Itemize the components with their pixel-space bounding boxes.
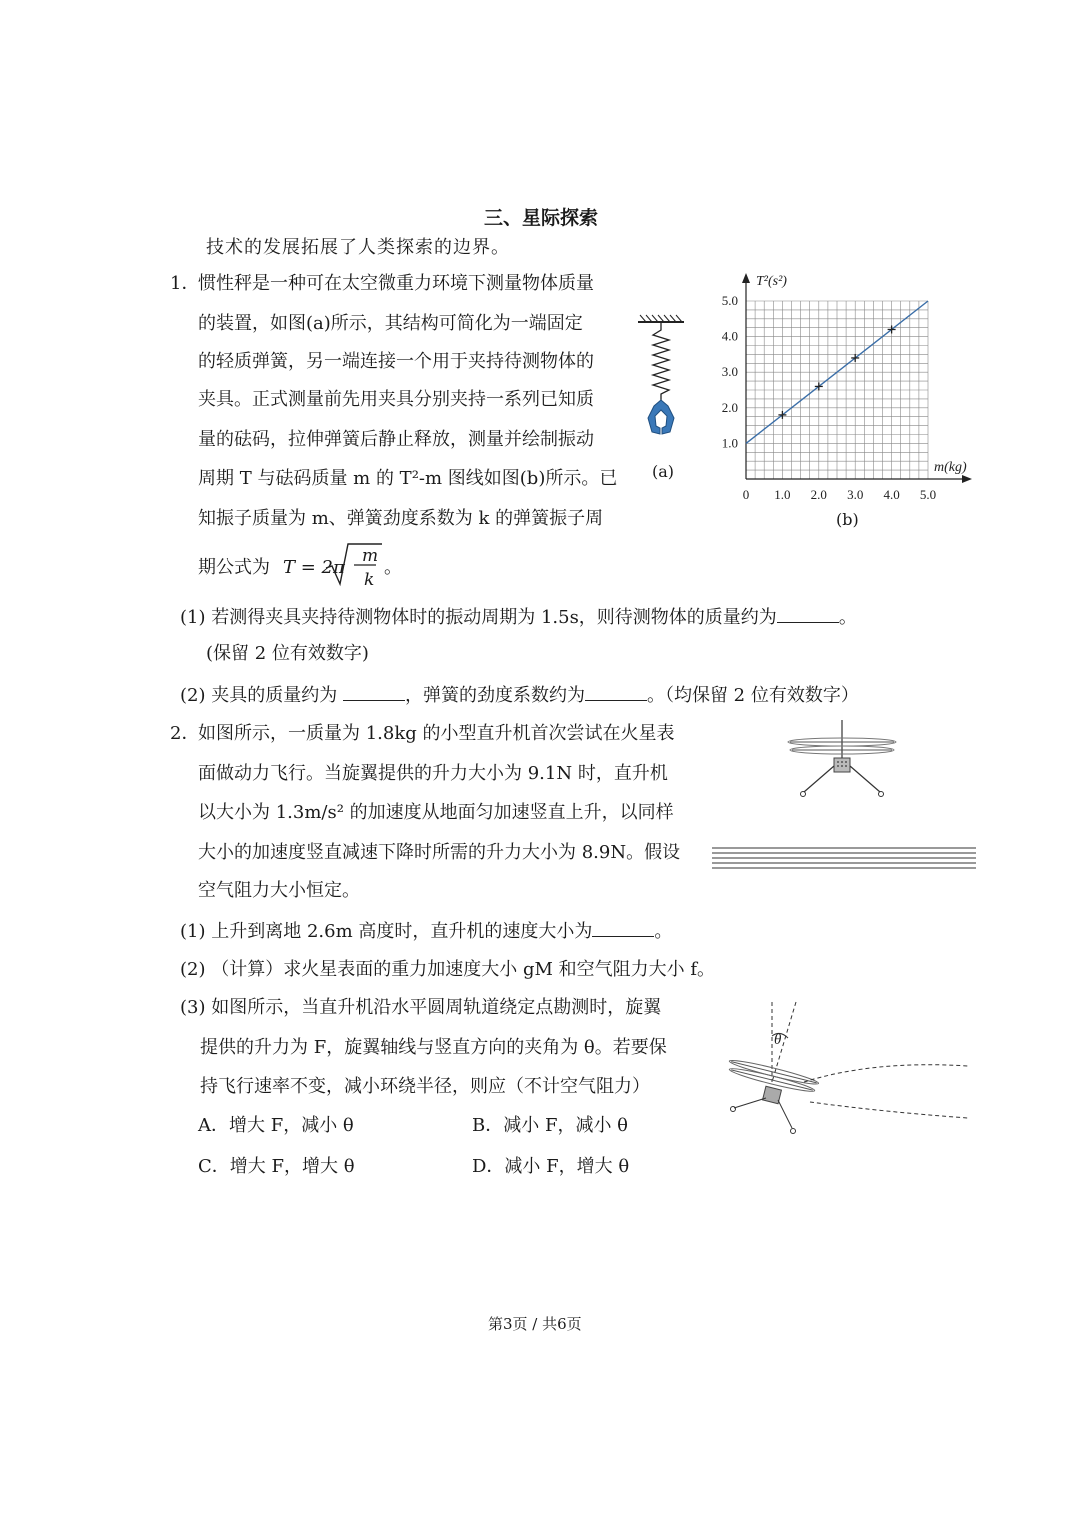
q1-sub1: (1) 若测得夹具夹持待测物体时的振动周期为 1.5s，则待测物体的质量约为 。 [180,604,857,630]
answer-blank[interactable] [592,918,654,937]
answer-blank[interactable] [777,604,839,623]
helicopter-figure [780,718,900,802]
q2-sub2: (2) （计算）求火星表面的重力加速度大小 gM 和空气阻力大小 f。 [180,959,715,980]
y-tick-label: 5.0 [721,293,738,308]
q2-line: 以大小为 1.3m/s² 的加速度从地面匀加速竖直上升，以同样 [198,802,674,823]
intro-text: 技术的发展拓展了人类探索的边界。 [206,237,510,258]
q1-line: 知振子质量为 m、弹簧劲度系数为 k 的弹簧振子周 [198,508,604,529]
option-a[interactable]: A．增大 F，减小 θ [198,1115,354,1136]
tilted-helicopter-figure [724,1000,974,1140]
answer-blank[interactable] [585,682,647,701]
q1-line: 周期 T 与砝码质量 m 的 T²-m 图线如图(b)所示。已 [198,468,618,489]
fig-b-caption: (b) [836,510,859,529]
y-tick-label: 1.0 [721,435,738,451]
q2-sub3-line: 提供的升力为 F，旋翼轴线与竖直方向的夹角为 θ。若要保 [200,1037,667,1058]
x-tick-label: 1.0 [774,487,791,502]
formula-prefix: 期公式为 [198,557,270,578]
q2-sub3-line: (3) 如图所示，当直升机沿水平圆周轨道绕定点勘测时，旋翼 [180,997,662,1018]
q1-line: 量的砝码，拉伸弹簧后静止释放，测量并绘制振动 [198,429,594,450]
option-b[interactable]: B．减小 F，减小 θ [472,1115,628,1136]
q2-line: 如图所示，一质量为 1.8kg 的小型直升机首次尝试在火星表 [198,723,675,744]
formula-numerator: m [362,546,379,566]
q1-line: 的装置，如图(a)所示，其结构可简化为一端固定 [198,313,583,334]
formula-denominator: k [364,570,375,590]
x-axis-label: m(kg) [934,460,967,475]
y-axis-arrow [742,273,750,283]
x-tick-label: 4.0 [883,487,900,502]
section-title: 三、星际探索 [484,207,599,229]
q2-number: 2． [170,723,200,744]
y-tick-label: 2.0 [721,399,738,415]
formula-end: 。 [384,557,402,578]
q2-sub3-line: 持飞行速率不变，减小环绕半径，则应（不计空气阻力） [200,1076,650,1097]
x-tick-label: 0 [742,487,750,502]
q2-line: 空气阻力大小恒定。 [198,880,360,901]
option-d[interactable]: D．减小 F，增大 θ [472,1156,630,1177]
q1-line: 惯性秤是一种可在太空微重力环境下测量物体质量 [198,273,594,294]
q2-line: 大小的加速度竖直减速下降时所需的升力大小为 8.9N。假设 [198,842,681,863]
formula-lhs: T = 2π [283,557,345,578]
y-tick-label: 4.0 [721,328,738,344]
option-c[interactable]: C．增大 F，增大 θ [198,1156,355,1177]
answer-blank[interactable] [343,682,405,701]
y-tick-label: 3.0 [721,364,738,380]
q1-line: 夹具。正式测量前先用夹具分别夹持一系列已知质 [198,389,594,410]
fig-a-caption: (a) [652,462,675,481]
q2-line: 面做动力飞行。当旋翼提供的升力大小为 9.1N 时，直升机 [198,763,668,784]
t2-m-chart [700,276,990,526]
x-tick-label: 5.0 [919,487,937,502]
y-axis-label: T²(s²) [756,274,787,289]
ground-lines [712,846,978,872]
x-tick-label: 3.0 [847,487,864,502]
q1-line: 的轻质弹簧，另一端连接一个用于夹持待测物体的 [198,351,594,372]
q1-number: 1． [170,273,200,294]
q2-sub1: (1) 上升到离地 2.6m 高度时，直升机的速度大小为 。 [180,918,672,944]
x-axis-arrow [962,475,972,483]
page-footer: 第3页 / 共6页 [488,1315,582,1333]
q1-sub2: (2) 夹具的质量约为 ，弹簧的劲度系数约为 。（均保留 2 位有效数字） [180,682,859,708]
theta-label: θ [774,1032,782,1048]
q1-sub1-note: (保留 2 位有效数字) [206,643,369,664]
x-tick-label: 2.0 [810,487,827,502]
